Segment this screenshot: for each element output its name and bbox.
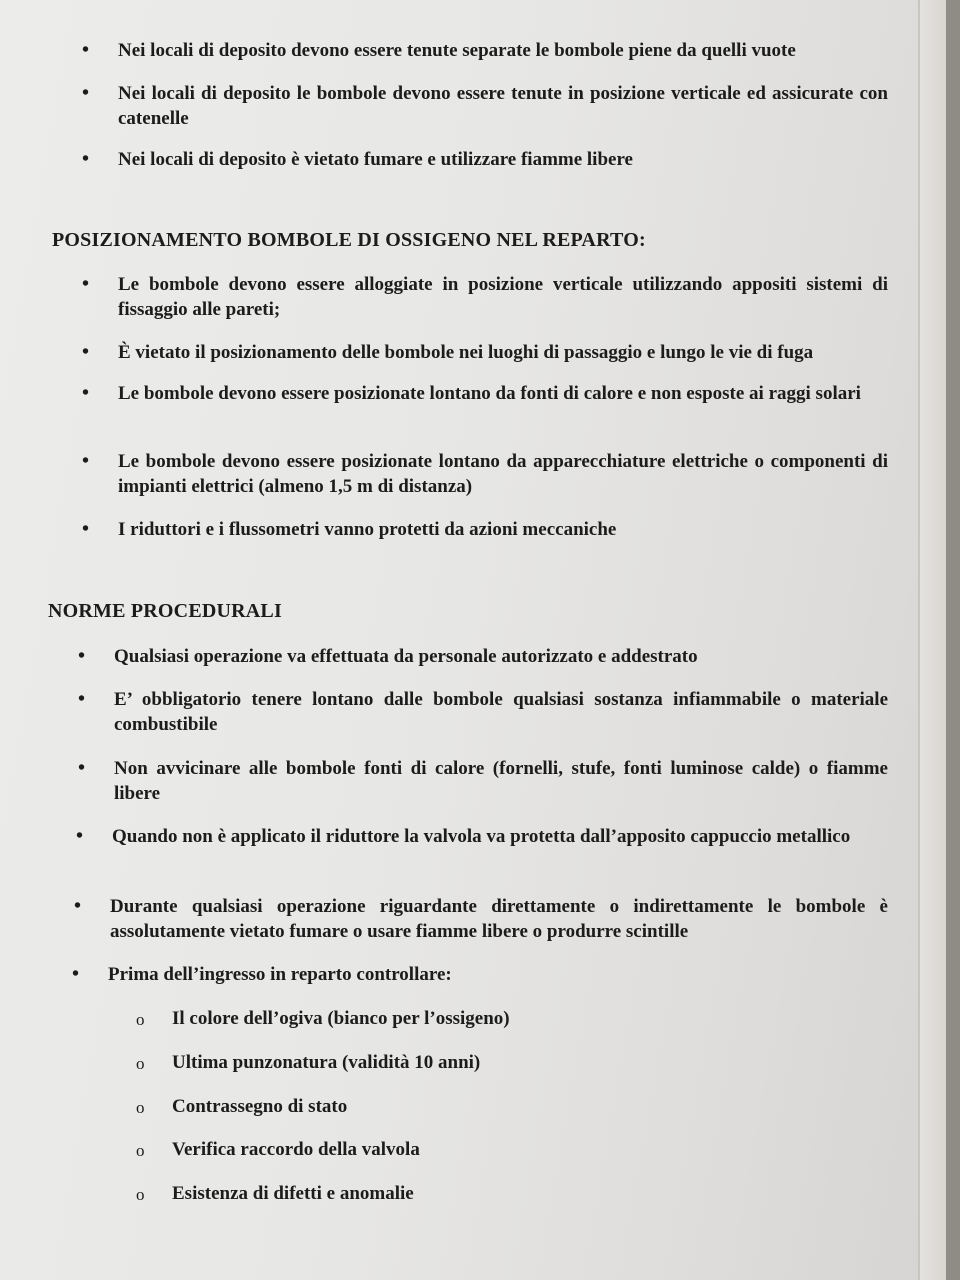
- bullet-icon: •: [76, 825, 84, 847]
- sub-list-item-text: Il colore dell’ogiva (bianco per l’ossigeno): [172, 1008, 510, 1029]
- bullet-icon: •: [74, 895, 82, 917]
- section-heading-positioning: POSIZIONAMENTO BOMBOLE DI OSSIGENO NEL REPARTO:: [52, 229, 646, 251]
- list-item: [82, 38, 888, 63]
- bullet-icon: •: [82, 382, 90, 404]
- sub-list-item: [136, 1181, 414, 1206]
- list-item-text: Nei locali di deposito le bombole devono essere tenute in posizione verticale ed assicurate con catenelle: [118, 83, 888, 129]
- bullet-icon: •: [82, 518, 90, 540]
- sub-list-item: [136, 1050, 480, 1075]
- bullet-icon: •: [72, 963, 80, 985]
- bullet-icon: •: [78, 688, 86, 710]
- circle-bullet-icon: o: [136, 1098, 145, 1117]
- list-item: [76, 824, 888, 849]
- bullet-icon: •: [82, 450, 90, 472]
- sub-list-item: [136, 1137, 420, 1162]
- list-item-text: Durante qualsiasi operazione riguardante direttamente o indirettamente le bombole è assolutamente vietato fumare o usare fiamme libere o produrre scintille: [110, 896, 888, 942]
- list-item: [78, 756, 888, 806]
- list-item: [82, 381, 888, 406]
- list-item-text: Le bombole devono essere posizionate lontano da fonti di calore e non esposte ai raggi solari: [118, 383, 861, 404]
- circle-bullet-icon: o: [136, 1010, 145, 1029]
- list-item: [78, 687, 888, 737]
- list-item-text: Le bombole devono essere alloggiate in posizione verticale utilizzando appositi sistemi di fissaggio alle pareti;: [118, 274, 888, 320]
- bullet-icon: •: [82, 148, 90, 170]
- list-item: [82, 81, 888, 131]
- list-item: [82, 517, 888, 542]
- sub-list-item-text: Ultima punzonatura (validità 10 anni): [172, 1052, 481, 1073]
- bullet-icon: •: [82, 341, 90, 363]
- list-item-text: Nei locali di deposito è vietato fumare e utilizzare fiamme libere: [118, 149, 633, 170]
- bullet-icon: •: [82, 273, 90, 295]
- bullet-icon: •: [82, 82, 90, 104]
- sub-list-item: [136, 1006, 510, 1031]
- bullet-icon: •: [82, 39, 90, 61]
- list-item-text: I riduttori e i flussometri vanno protetti da azioni meccaniche: [118, 519, 617, 540]
- list-item: [82, 340, 888, 365]
- sub-list-item-text: Verifica raccordo della valvola: [172, 1139, 420, 1160]
- sub-list-item-text: Esistenza di difetti e anomalie: [172, 1183, 414, 1204]
- bullet-icon: •: [78, 757, 86, 779]
- list-item-text: Le bombole devono essere posizionate lontano da apparecchiature elettriche o componenti di impianti elettrici (almeno 1,5 m di distanza): [118, 451, 888, 497]
- list-item-text: E’ obbligatorio tenere lontano dalle bombole qualsiasi sostanza infiammabile o materiale combustibile: [114, 689, 888, 735]
- list-item: [82, 449, 888, 499]
- list-item: [78, 644, 888, 669]
- list-item: [82, 147, 888, 172]
- circle-bullet-icon: o: [136, 1054, 145, 1073]
- list-item: [74, 894, 888, 944]
- sub-list-item: [136, 1094, 347, 1119]
- list-item-text: Prima dell’ingresso in reparto controllare:: [108, 964, 452, 985]
- list-item-text: È vietato il posizionamento delle bombole nei luoghi di passaggio e lungo le vie di fuga: [118, 342, 814, 363]
- list-item-text: Qualsiasi operazione va effettuata da personale autorizzato e addestrato: [114, 646, 698, 667]
- list-item-text: Nei locali di deposito devono essere tenute separate le bombole piene da quelli vuote: [118, 40, 796, 61]
- section-heading-procedures: NORME PROCEDURALI: [48, 600, 282, 622]
- list-item: [82, 272, 888, 322]
- bullet-icon: •: [78, 645, 86, 667]
- list-item-text: Quando non è applicato il riduttore la valvola va protetta dall’apposito cappuccio metallico: [112, 826, 851, 847]
- circle-bullet-icon: o: [136, 1141, 145, 1160]
- sub-list-item-text: Contrassegno di stato: [172, 1096, 348, 1117]
- list-item: [72, 962, 888, 987]
- list-item-text: Non avvicinare alle bombole fonti di calore (fornelli, stufe, fonti luminose calde) o fiamme libere: [114, 758, 888, 804]
- circle-bullet-icon: o: [136, 1185, 145, 1204]
